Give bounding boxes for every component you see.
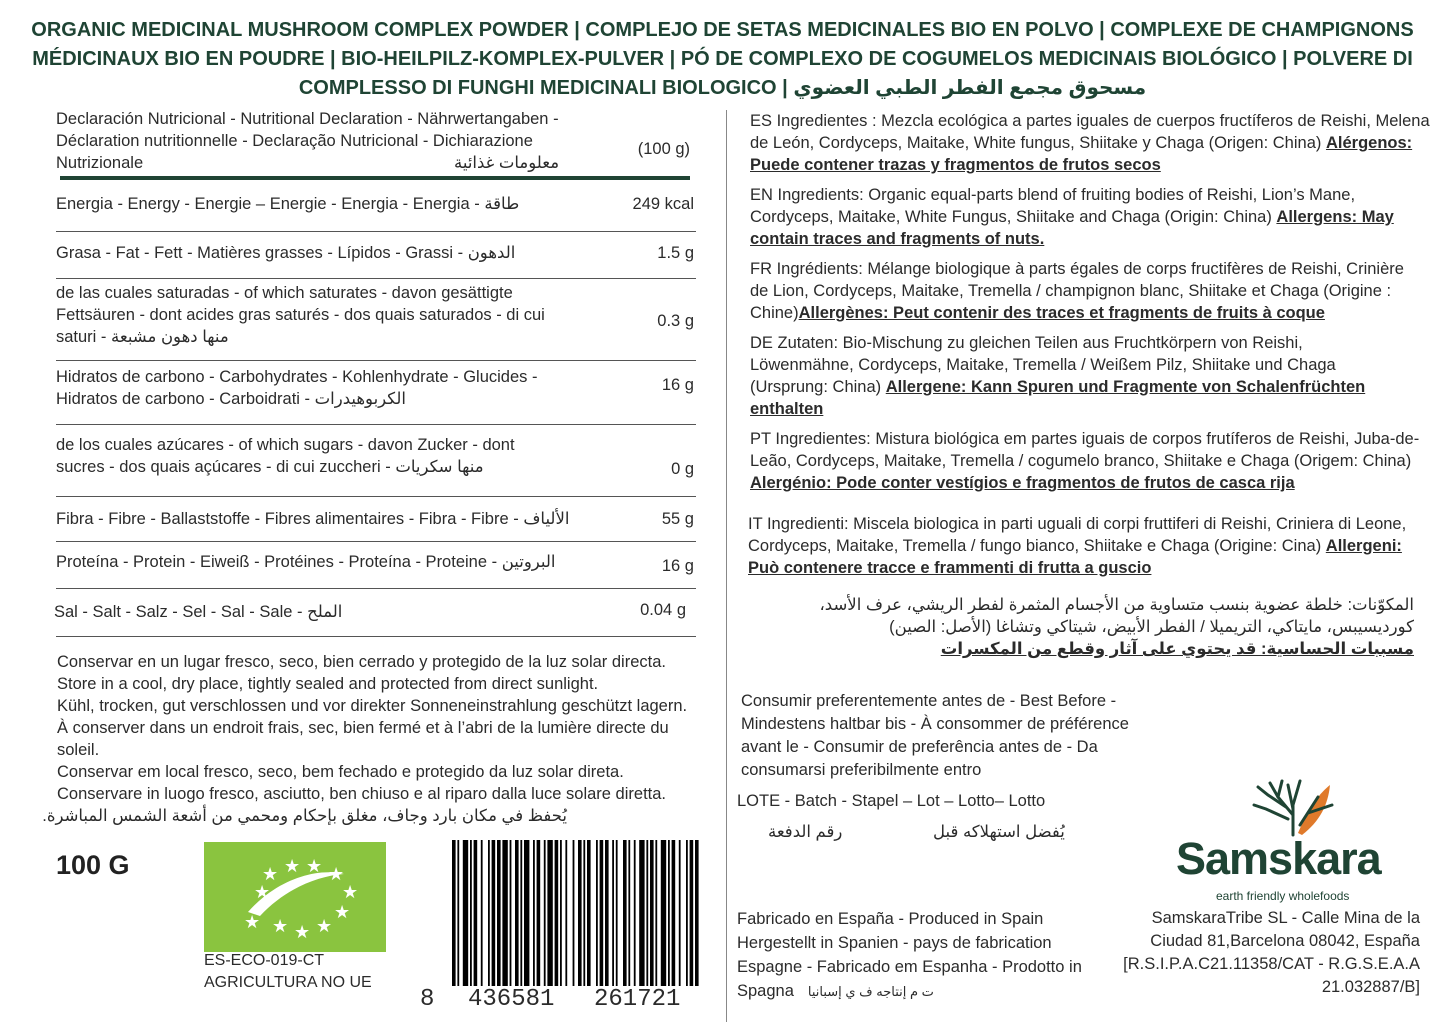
- barcode-bar: [639, 840, 644, 986]
- svg-text:★: ★: [244, 912, 261, 933]
- barcode-bar: [668, 840, 670, 986]
- svg-text:★: ★: [254, 882, 271, 903]
- barcode-bar: [605, 840, 609, 986]
- brand-logo: [1170, 775, 1410, 905]
- title-line-1: ORGANIC MEDICINAL MUSHROOM COMPLEX POWDER | COMPLEJO DE SETAS MEDICINALES BIO EN POLVO | COMPLEXE DE CHAMPIGNONS: [31, 19, 1414, 41]
- barcode-bar: [520, 840, 522, 986]
- divider: [56, 588, 696, 589]
- barcode-bar: [547, 840, 552, 986]
- barcode-bar: [655, 840, 657, 986]
- nutrition-header-label: Declaración Nutricional - Nutritional Declaration - Nährwertangaben - Déclaration nutritionnelle - Declaração Nutricional - Dichiarazione Nutrizionale: [56, 110, 559, 172]
- coral-tree-icon: [1248, 775, 1338, 837]
- barcode-bar: [510, 840, 512, 986]
- barcode-bar: [492, 840, 496, 986]
- barcode-bar: [457, 840, 459, 986]
- nutrition-value: 16 g: [661, 557, 694, 575]
- nutrition-header-rule: [60, 176, 690, 180]
- nutrition-row-salt: [54, 601, 694, 625]
- barcode-bar: [533, 840, 535, 986]
- eu-leaf-icon: [204, 842, 386, 952]
- svg-text:★: ★: [284, 856, 301, 877]
- nutrition-value: 55 g: [661, 510, 694, 528]
- divider: [56, 231, 696, 232]
- barcode-bar: [555, 840, 559, 986]
- barcode-bar: [515, 840, 519, 986]
- storage-instructions: [42, 651, 717, 827]
- ingredients-en: [750, 184, 1410, 250]
- allergen-warning: Allergènes: Peut contenir des traces et fragments de fruits à coque: [798, 304, 1325, 322]
- eco-certification: [204, 950, 372, 994]
- barcode-bar: [497, 840, 501, 986]
- barcode-bar: [470, 840, 472, 986]
- allergen-warning: Allergene: Kann Spuren und Fragmente von Schalenfrüchten enthalten: [750, 378, 1366, 418]
- barcode-digits-right: 261721: [594, 986, 681, 1013]
- barcode-bar: [650, 840, 654, 986]
- barcode-bar: [488, 840, 490, 986]
- divider: [56, 424, 696, 425]
- ingredients-text: FR Ingrédients: Mélange biologique à parts égales de corps fructifères de Reishi, Crinière de Lion, Cordyceps, Maitake, Tremella / champignon blanc, Shiitake et Chaga (Origine : Chine): [750, 260, 1404, 322]
- allergen-warning: Allergens: May contain traces and fragments of nuts.: [750, 208, 1394, 248]
- divider: [56, 541, 696, 542]
- eco-agriculture: AGRICULTURA NO UE: [204, 974, 372, 991]
- nutrition-label: Grasa - Fat - Fett - Matières grasses - Lípidos - Grassi - الدهون: [56, 244, 516, 262]
- svg-text:★: ★: [262, 864, 279, 885]
- barcode-bar: [560, 840, 562, 986]
- barcode-bar: [583, 840, 585, 986]
- storage-line: يُحفظ في مكان بارد وجاف، مغلق بإحكام ومحمي من أشعة الشمس المباشرة.: [42, 807, 567, 825]
- barcode-bar: [661, 840, 666, 986]
- divider: [56, 636, 696, 637]
- allergen-warning: Alergénio: Pode conter vestígios e fragmentos de frutos de casca rija: [750, 474, 1295, 492]
- divider: [56, 360, 696, 361]
- nutrition-value: 16 g: [661, 376, 694, 394]
- title-line-3: COMPLESSO DI FUNGHI MEDICINALI BIOLOGICO | مسحوق مجمع الفطر الطبي العضوي: [298, 77, 1147, 99]
- barcode-bar: [502, 840, 507, 986]
- ingredients-pt: [750, 428, 1425, 494]
- svg-text:★: ★: [316, 916, 333, 937]
- eco-code: ES-ECO-019-CT: [204, 952, 325, 969]
- storage-line: Conservar en un lugar fresco, seco, bien cerrado y protegido de la luz solar directa.: [57, 653, 666, 671]
- best-before-arabic: يُفضل استهلاكه قبل: [933, 823, 1065, 841]
- allergen-warning: مسببات الحساسية: قد يحتوي على آثار وقطع من المكسرات: [940, 640, 1414, 658]
- nutrition-per-unit: (100 g): [637, 140, 690, 158]
- nutrition-label: de los cuales azúcares - of which sugars - davon Zucker - dont sucres - dos quais açúcares - di cui zuccheri - منها سكريات: [56, 436, 515, 476]
- made-in-text: Fabricado en España - Produced in Spain Hergestellt in Spanien - pays de fabrication Espagne - Fabricado em Espanha - Prodotto in Spagna: [737, 910, 1082, 1000]
- ingredients-text: DE Zutaten: Bio-Mischung zu gleichen Teilen aus Fruchtkörpern von Reishi, Löwenmähne, Cordyceps, Maitake, Tremella / Weißem Pilz, Shiitake und Chaga (Ursprung: China): [750, 334, 1336, 396]
- nutrition-label: Energia - Energy - Energie – Energie - Energia - Energia - طاقة: [56, 195, 520, 213]
- nutrition-value: 0 g: [671, 460, 694, 478]
- allergen-warning: Alérgenos: Puede contener trazas y fragmentos de frutos secos: [750, 134, 1413, 174]
- product-title: [20, 16, 1425, 103]
- barcode-bar: [524, 840, 529, 986]
- barcode-bar: [544, 840, 546, 986]
- svg-text:★: ★: [328, 864, 345, 885]
- nutrition-label: de las cuales saturadas - of which saturates - davon gesättigte Fettsäuren - dont acides gras saturés - dos quais saturados - di cui saturi - منها دهون مشبعة: [56, 284, 545, 346]
- net-weight: 100 G: [56, 850, 130, 880]
- nutrition-label: Proteína - Protein - Eiweiß - Protéines - Proteína - Proteine - البروتين: [56, 553, 556, 571]
- divider: [56, 278, 696, 279]
- ingredients-text: IT Ingredienti: Miscela biologica in parti uguali di corpi fruttiferi di Reishi, Criniera di Leone, Cordyceps, Maitake, Tremella / fungo bianco, Shiitake e Chaga (Origine: Cina): [748, 515, 1407, 555]
- allergen-warning: : Può contenere tracce e frammenti di frutta a guscio: [748, 537, 1402, 577]
- storage-line: Kühl, trocken, gut verschlossen und vor direkter Sonneneinstrahlung geschützt lagern.: [57, 697, 688, 715]
- svg-text:★: ★: [306, 856, 323, 877]
- barcode-bar: [623, 840, 627, 986]
- brand-tagline: earth friendly wholefoods: [1216, 889, 1350, 903]
- svg-text:★: ★: [272, 916, 289, 937]
- nutrition-value: 1.5 g: [657, 244, 694, 262]
- barcode-bar: [537, 840, 541, 986]
- nutrition-table: [56, 108, 696, 176]
- ingredients-ar: [740, 594, 1414, 660]
- column-divider: [726, 110, 727, 1022]
- eu-organic-logo: [204, 842, 386, 952]
- svg-text:★: ★: [342, 882, 359, 903]
- nutrition-row-fat: [56, 242, 696, 266]
- nutrition-header-arabic: معلومات غذائية: [454, 154, 560, 172]
- barcode-digits-left: 436581: [468, 986, 555, 1013]
- ingredients-es: [750, 110, 1430, 176]
- nutrition-row-sugars: [56, 434, 696, 478]
- barcode-bar: [672, 840, 676, 986]
- nutrition-label: Fibra - Fibre - Ballaststoffe - Fibres alimentaires - Fibra - Fibre - الألياف: [56, 510, 570, 528]
- nutrition-row-saturates: [56, 282, 696, 348]
- made-in-arabic: ت م إنتاجه ف ي إسبانيا: [807, 984, 934, 999]
- nutrition-label: Hidratos de carbono - Carbohydrates - Kohlenhydrate - Glucides - Hidratos de carbono - Carboidrati - الكربوهيدرات: [56, 368, 538, 408]
- nutrition-row-carbohydrates: [56, 366, 696, 410]
- nutrition-row-protein: [56, 551, 696, 575]
- lot-label: LOTE - Batch - Stapel – Lot – Lotto– Lotto: [737, 792, 1046, 810]
- storage-line: Conservar em local fresco, seco, bem fechado e protegido da luz solar direta.: [57, 763, 624, 781]
- barcode-bar: [573, 840, 575, 986]
- barcode-bar: [628, 840, 630, 986]
- barcode-bar: [690, 840, 694, 986]
- barcode-bar: [600, 840, 604, 986]
- nutrition-value: 0.3 g: [657, 312, 694, 330]
- barcode-bar: [481, 840, 483, 986]
- ingredients-text: المكوّنات: خلطة عضوية بنسب متساوية من الأجسام المثمرة لفطر الريشي، عرف الأسد، كورديسيبس، مايتاكي، التريميلا / الفطر الأبيض، شيتاكي وتشاغا (الأصل: الصين): [819, 596, 1414, 636]
- nutrition-value: 0.04 g: [640, 601, 686, 619]
- barcode-bar: [686, 840, 688, 986]
- made-in: [737, 907, 1082, 1004]
- nutrition-value: 249 kcal: [632, 195, 694, 213]
- nutrition-label: Sal - Salt - Salz - Sel - Sal - Sale - الملح: [54, 603, 343, 621]
- nutrition-row-energy: [56, 193, 696, 217]
- barcode-bar: [565, 840, 567, 986]
- storage-line: À conserver dans un endroit frais, sec, bien fermé et à l’abri de la lumière directe du: [57, 719, 669, 737]
- barcode-bar: [474, 840, 478, 986]
- svg-text:★: ★: [334, 902, 351, 923]
- barcode-bars-icon: [418, 840, 701, 986]
- barcode-bar: [679, 840, 681, 986]
- barcode-bar: [612, 840, 614, 986]
- title-line-2: MÉDICINAUX BIO EN POUDRE | BIO-HEILPILZ-KOMPLEX-PULVER | PÓ DE COMPLEXO DE COGUMELOS MEDICINAIS BIOLÓGICO | POLVERE DI: [32, 48, 1413, 70]
- company-address: SamskaraTribe SL - Calle Mina de la Ciudad 81,Barcelona 08042, España [R.S.I.P.A.C21.11358/CAT - R.G.S.E.A.A 21.032887/B]: [1123, 909, 1420, 996]
- ingredients-de: [750, 332, 1390, 420]
- storage-line: soleil.: [57, 741, 100, 759]
- barcode-bar: [646, 840, 648, 986]
- svg-text:★: ★: [294, 922, 311, 943]
- storage-line: Store in a cool, dry place, tightly sealed and protected from direct sunlight.: [57, 675, 599, 693]
- barcode-bar: [587, 840, 591, 986]
- divider: [56, 496, 696, 497]
- ingredients-it: [748, 513, 1408, 579]
- barcode-bar: [634, 840, 636, 986]
- barcode-bar: [596, 840, 598, 986]
- ingredients-text: ES Ingredientes : Mezcla ecológica a partes iguales de cuerpos fructíferos de Reishi, Melena de León, Cordyceps, Maitake, White fungus, Shiitake y Chaga (Origen: China): [750, 112, 1430, 152]
- barcode-bar: [616, 840, 618, 986]
- allergen-label: Allergeni: [1325, 537, 1397, 555]
- nutrition-header: [56, 108, 696, 176]
- ingredients-fr: [750, 258, 1410, 324]
- ingredients-text: PT Ingredientes: Mistura biológica em partes iguais de corpos frutíferos de Reishi, Juba-de-Leão, Cordyceps, Maitake, Tremella / cogumelo branco, Shiitake e Chaga (Origem: China): [750, 430, 1420, 470]
- barcode-bar: [695, 840, 699, 986]
- brand-name: Samskara: [1176, 833, 1381, 884]
- lot-label-arabic: رقم الدفعة: [768, 823, 843, 841]
- best-before-label: Consumir preferentemente antes de - Best Before - Mindestens haltbar bis - À consommer de préférence avant le - Consumir de preferência antes de - Da consumarsi preferibilmente entro: [741, 692, 1129, 779]
- barcode-digit-first: 8: [420, 986, 435, 1013]
- barcode-bar: [578, 840, 582, 986]
- barcode: [418, 840, 701, 1020]
- ingredients-text: EN Ingredients: Organic equal-parts blend of fruiting bodies of Reishi, Lion’s Mane, Cordyceps, Maitake, White Fungus, Shiitake and Chaga (Origin: China): [750, 186, 1356, 226]
- barcode-bar: [463, 840, 468, 986]
- barcode-bar: [452, 840, 456, 986]
- storage-line: Conservare in luogo fresco, asciutto, ben chiuso e al riparo dalla luce solare diretta.: [57, 785, 667, 803]
- nutrition-row-fibre: [56, 508, 696, 532]
